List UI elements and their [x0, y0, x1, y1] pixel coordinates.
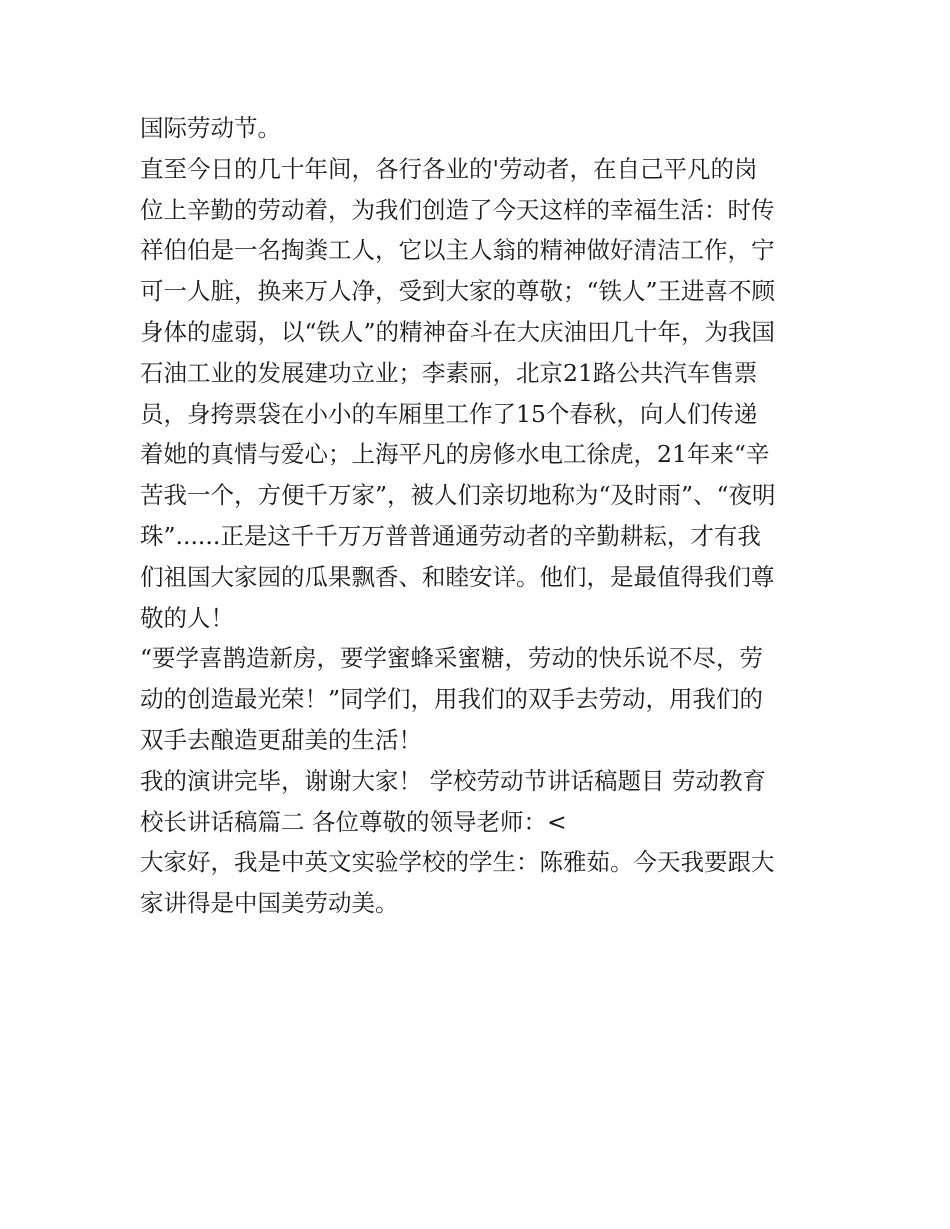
text-line: 敬的人！ [140, 603, 234, 632]
text-line: 祥伯伯是一名掏粪工人，它以主人翁的精神做好清洁工作，宁 [140, 236, 775, 265]
text-line: 员，身挎票袋在小小的车厢里工作了15个春秋，向人们传递 [140, 399, 758, 428]
text-line: 石油工业的发展建功立业；李素丽，北京21路公共汽车售票 [140, 358, 758, 387]
text-line: 可一人脏，换来万人净，受到大家的尊敬；“铁人”王进喜不顾 [140, 277, 776, 306]
text-line: “要学喜鹊造新房，要学蜜蜂采蜜糖，劳动的快乐说不尽，劳 [140, 644, 764, 673]
document-body [140, 108, 820, 924]
text-line: 身体的虚弱，以“铁人”的精神奋斗在大庆油田几十年，为我国 [140, 317, 776, 346]
text-line: 我的演讲完毕，谢谢大家！ 学校劳动节讲话稿题目 劳动教育 [140, 766, 766, 795]
text-line: 们祖国大家园的瓜果飘香、和睦安详。他们，是最值得我们尊 [140, 562, 775, 591]
text-line: 直至今日的几十年间，各行各业的'劳动者，在自己平凡的岗 [140, 154, 758, 183]
text-line: 校长讲话稿篇二 各位尊敬的领导老师：< [140, 807, 567, 836]
text-line: 大家好，我是中英文实验学校的学生：陈雅茹。今天我要跟大 [140, 848, 775, 877]
text-line: 家讲得是中国美劳动美。 [140, 889, 399, 918]
text-line: 国际劳动节。 [140, 114, 281, 142]
text-line: 双手去酿造更甜美的生活！ [140, 725, 422, 754]
text-line: 位上辛勤的劳动着，为我们创造了今天这样的幸福生活：时传 [140, 195, 775, 224]
text-line: 动的创造最光荣！”同学们，用我们的双手去劳动，用我们的 [140, 685, 764, 714]
text-line: 苦我一个，方便千万家”，被人们亲切地称为“及时雨”、“夜明 [140, 481, 776, 510]
text-line: 珠”......正是这千千万万普普通通劳动者的辛勤耕耘，才有我 [140, 521, 761, 550]
text-line: 着她的真情与爱心；上海平凡的房修水电工徐虎，21年来“辛 [140, 440, 770, 469]
